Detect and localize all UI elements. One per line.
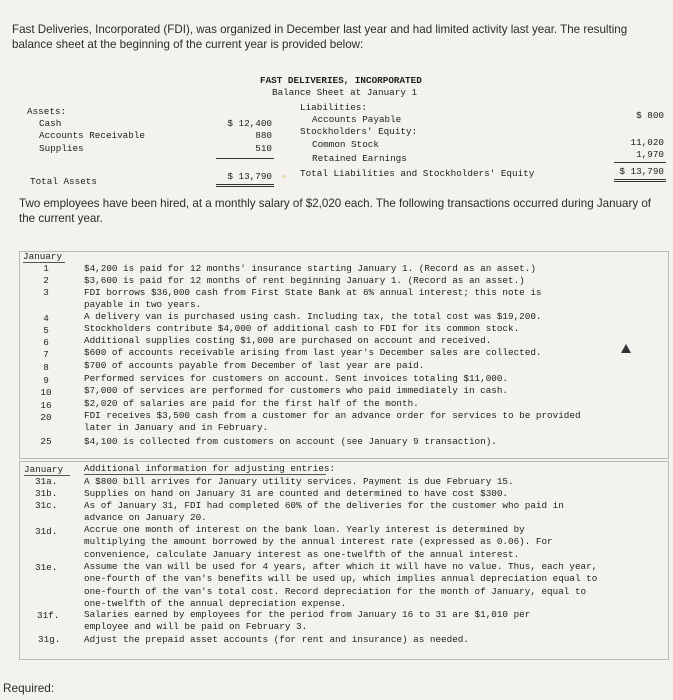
transaction-text: $4,200 is paid for 12 months' insurance starting January 1. (Record as an asset.) (84, 263, 536, 274)
total-assets-double-underline-2 (216, 186, 274, 187)
adjustment-date: 31a. (35, 476, 58, 487)
transaction-text: $3,600 is paid for 12 months of rent beginning January 1. (Record as an asset.) (84, 275, 525, 286)
transaction-date: 10 (40, 387, 52, 398)
equity-heading: Stockholders' Equity: (300, 126, 418, 137)
balance-sheet-subtitle: Balance Sheet at January 1 (272, 87, 418, 98)
accounts-receivable-label: Accounts Receivable (39, 130, 146, 141)
transaction-text: Stockholders contribute $4,000 of additional cash to FDI for its common stock. (84, 323, 520, 334)
common-stock-value: 11,020 (630, 137, 664, 148)
supplies-label: Supplies (39, 143, 84, 154)
transaction-date: 16 (40, 400, 52, 411)
transaction-date: 25 (40, 436, 52, 447)
total-assets-label: Total Assets (30, 176, 97, 187)
transaction-date: 7 (43, 349, 49, 360)
transaction-text: FDI receives $3,500 cash from a customer for an advance order for services to be provided later in January and in February. (84, 410, 581, 434)
transaction-text: $4,100 is collected from customers on account (see January 9 transaction). (84, 436, 497, 447)
adjustment-text: As of January 31, FDI had completed 60% of the deliveries for the customer who paid in advance on January 20. (84, 500, 564, 524)
transaction-text: $2,020 of salaries are paid for the first half of the month. (84, 398, 419, 409)
assets-heading: Assets: (27, 106, 67, 117)
retained-earnings-value: 1,970 (636, 149, 664, 160)
transaction-date: 3 (43, 287, 49, 298)
transaction-date: 20 (40, 412, 52, 423)
adjustment-date: 31f. (37, 610, 60, 621)
transaction-text: $7,000 of services are performed for customers who paid immediately in cash. (84, 385, 509, 396)
adjustment-text: Accrue one month of interest on the bank loan. Yearly interest is determined by multiplying the amount borrowed by the annual interest rate (expressed as 0.06). For convenience, calculate January interest as one-twelfth of the annual interest. (84, 524, 553, 560)
transactions-header: January (23, 251, 63, 262)
total-le-double-underline (614, 179, 666, 180)
transaction-date: 6 (43, 337, 49, 348)
adjustment-text: Salaries earned by employees for the period from January 16 to 31 are $1,010 per employee and will be paid on February 3. (84, 609, 531, 633)
adjustment-date: 31e. (35, 562, 58, 573)
transaction-text: Performed services for customers on account. Sent invoices totaling $11,000. (84, 373, 509, 384)
total-assets-value: $ 13,790 (227, 171, 272, 182)
transaction-text: $700 of accounts payable from December of last year are paid. (84, 360, 425, 371)
common-stock-label: Common Stock (312, 139, 379, 150)
accounts-receivable-value: 880 (255, 130, 272, 141)
adjustment-date: 31b. (35, 488, 58, 499)
adjustment-date: 31c. (35, 500, 58, 511)
cursor-arrow-icon (621, 344, 631, 353)
accounts-payable-label: Accounts Payable (312, 114, 402, 125)
transaction-text: FDI borrows $36,000 cash from First State Bank at 6% annual interest; this note is payable in two years. (84, 287, 542, 311)
liabilities-heading: Liabilities: (300, 102, 367, 113)
adjustment-date: 31d. (35, 526, 58, 537)
transaction-text: $600 of accounts receivable arising from last year's December sales are collected. (84, 347, 542, 358)
adjusting-heading: Additional information for adjusting entries: (84, 463, 336, 474)
transaction-date: 9 (43, 375, 49, 386)
supplies-value: 510 (255, 143, 272, 154)
total-le-label: Total Liabilities and Stockholders' Equity (300, 168, 535, 179)
adjustment-text: Supplies on hand on January 31 are counted and determined to have cost $300. (84, 488, 509, 499)
speck (283, 175, 286, 178)
accounts-payable-value: $ 800 (636, 110, 664, 121)
equity-underline (614, 162, 666, 163)
transaction-date: 2 (43, 275, 49, 286)
transaction-text: Additional supplies costing $1,000 are purchased on account and received. (84, 335, 492, 346)
company-name: FAST DELIVERIES, INCORPORATED (260, 75, 422, 86)
cash-value: $ 12,400 (227, 118, 272, 129)
adjustment-text: Adjust the prepaid asset accounts (for rent and insurance) as needed. (84, 634, 469, 645)
adjustment-text: A $800 bill arrives for January utility services. Payment is due February 15. (84, 476, 514, 487)
transaction-text: A delivery van is purchased using cash. Including tax, the total cost was $19,200. (84, 311, 542, 322)
adjustment-date: 31g. (38, 634, 61, 645)
transaction-date: 4 (43, 313, 49, 324)
transaction-date: 5 (43, 325, 49, 336)
transaction-date: 1 (43, 263, 49, 274)
total-assets-double-underline (216, 184, 274, 185)
intro-paragraph: Fast Deliveries, Incorporated (FDI), was organized in December last year and had limited activity last year. The resulting balance sheet at the beginning of the current year is provided below: (12, 23, 628, 51)
adjustment-text: Assume the van will be used for 4 years, after which it will have no value. Thus, each year, one-fourth of the van's benefits will be used up, which implies annual depreciation equal to one-fourth of the van's total cost. Record depreciation for the month of January, equal to one-twelfth of the annual depreciation expense. (84, 561, 598, 610)
adjusting-header: January (24, 464, 64, 475)
transaction-date: 8 (43, 362, 49, 373)
total-le-double-underline-2 (614, 181, 666, 182)
total-le-value: $ 13,790 (619, 166, 664, 177)
required-label: Required: (3, 681, 55, 695)
employees-paragraph: Two employees have been hired, at a monthly salary of $2,020 each. The following transactions occurred during January of the current year. (19, 197, 652, 225)
retained-earnings-label: Retained Earnings (312, 153, 407, 164)
cash-label: Cash (39, 118, 62, 129)
adjusting-heading-underline (84, 474, 326, 475)
assets-underline (216, 158, 274, 159)
